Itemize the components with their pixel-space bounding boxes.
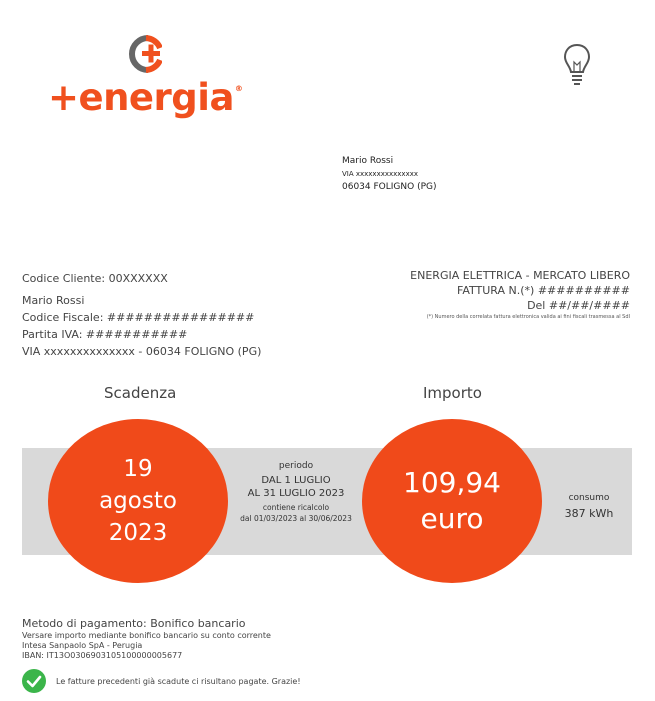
- due-day: 19: [123, 456, 153, 482]
- billing-period: [232, 460, 360, 524]
- due-year: 2023: [108, 520, 168, 546]
- confirmation-text: Le fatture precedenti già scadute ci risultano pagate. Grazie!: [56, 676, 301, 686]
- lightbulb-icon: [562, 42, 592, 88]
- client-code: Codice Cliente: 00XXXXXX: [22, 272, 168, 285]
- amount-heading: Importo: [423, 384, 482, 402]
- amount-circle: [362, 419, 542, 583]
- due-month: agosto: [99, 488, 177, 514]
- period-to: AL 31 LUGLIO 2023: [247, 488, 345, 499]
- consumption-label: consumo: [568, 493, 610, 503]
- payment-info: [22, 617, 271, 661]
- invoice-date: Del ##/##/####: [527, 299, 630, 312]
- check-circle-icon: [22, 669, 46, 693]
- consumption: [553, 492, 625, 521]
- due-date-circle: [48, 419, 228, 583]
- period-from: DAL 1 LUGLIO: [261, 475, 331, 486]
- invoice-number: FATTURA N.(*) ##########: [457, 284, 630, 297]
- recalc-range: dal 01/03/2023 al 30/06/2023: [240, 514, 352, 523]
- client-vat: Partita IVA: ###########: [22, 328, 188, 341]
- addressee-block: [342, 155, 437, 194]
- payment-iban: IBAN: IT13O0306903105100000005677: [22, 651, 183, 660]
- invoice-note: (*) Numero della correlata fattura elettronica valida ai fini fiscali trasmessa al SdI: [426, 314, 630, 320]
- client-name: Mario Rossi: [22, 294, 85, 307]
- amount-currency: euro: [420, 502, 484, 535]
- client-address: VIA xxxxxxxxxxxxxx - 06034 FOLIGNO (PG): [22, 345, 262, 358]
- amount-value: 109,94: [403, 466, 501, 499]
- invoice-market: ENERGIA ELETTRICA - MERCATO LIBERO: [410, 269, 630, 282]
- period-label: periodo: [278, 461, 314, 471]
- brand-logo: [48, 34, 248, 126]
- addressee-street: VIA xxxxxxxxxxxxxxx: [342, 170, 419, 178]
- due-heading: Scadenza: [104, 384, 177, 402]
- client-info: [22, 270, 261, 360]
- payment-instructions: Versare importo mediante bonifico bancario su conto corrente: [22, 631, 271, 640]
- invoice-info: [410, 268, 630, 321]
- payment-confirmation: [22, 669, 301, 693]
- recalc-label: contiene ricalcolo: [262, 503, 330, 512]
- consumption-value: 387 kWh: [564, 507, 614, 520]
- logo-mark-icon: [126, 34, 162, 74]
- payment-bank: Intesa Sanpaolo SpA - Perugia: [22, 641, 143, 650]
- client-fiscal-code: Codice Fiscale: ################: [22, 311, 255, 324]
- logo-wordmark: +energia®: [48, 76, 243, 119]
- payment-method: Metodo di pagamento: Bonifico bancario: [22, 617, 246, 630]
- addressee-city: 06034 FOLIGNO (PG): [342, 182, 437, 192]
- addressee-name: Mario Rossi: [342, 156, 394, 166]
